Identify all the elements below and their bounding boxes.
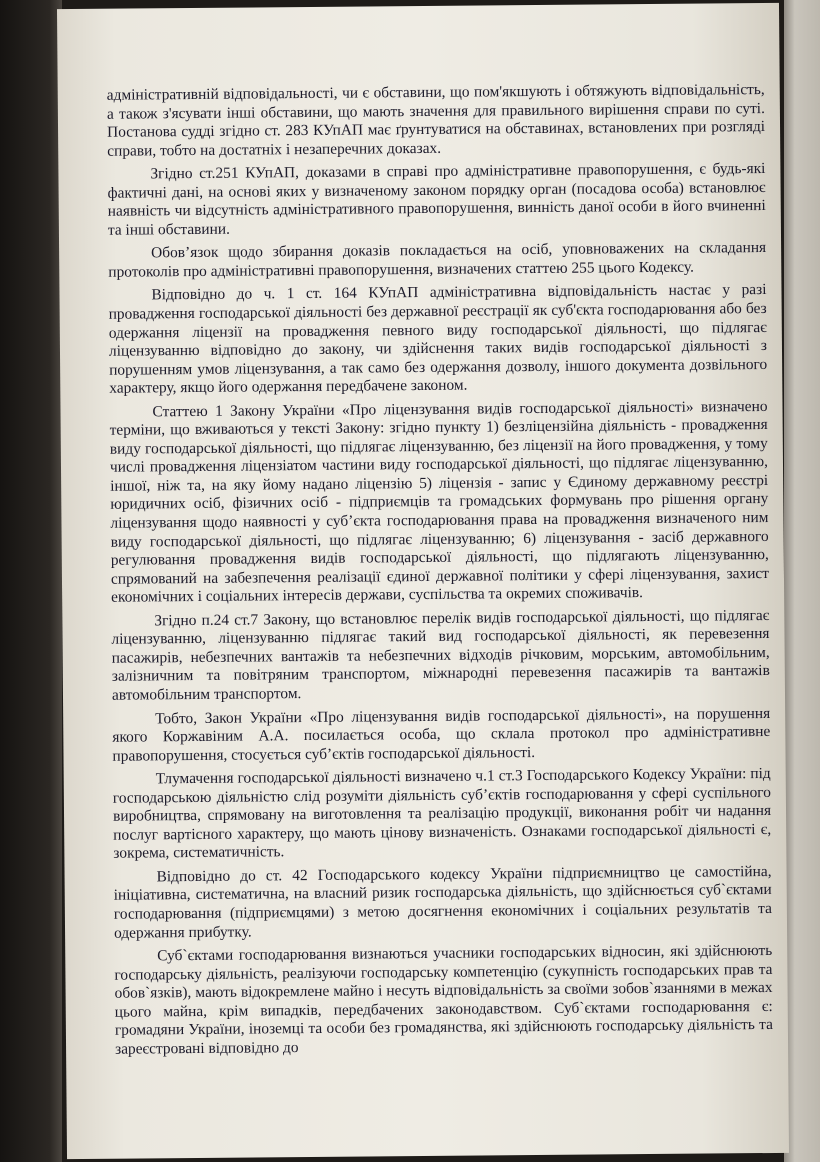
paragraph-8: Тлумачення господарської діяльності визначено ч.1 ст.3 Господарського Кодексу України: під господарською діяльністю слід розуміти діяльність суб’єктів господарювання у сфері суспільного виробництва, спрямовану на виготовлення та реалізацію продукції, виконання робіт чи надання послуг вартісного характеру, що мають цінову визначеність. Ознаками господарської діяльності є, зокрема, систематичність. bbox=[112, 765, 772, 863]
paragraph-1: адміністративній відповідальності, чи є обставини, що пом'якшують і обтяжують відповідальність, а також з'ясувати інші обставини, що мають значення для правильного вирішення справи по суті. Постанова судді згідно ст. 283 КУпАП має ґрунтуватися на обставинах, встановлених при розгляді справи, тобто на достатніх і незаперечних доказах. bbox=[106, 80, 766, 160]
paper-sheet bbox=[57, 3, 789, 1159]
paragraph-9: Відповідно до ст. 42 Господарського кодексу України підприємництво це самостійна, ініціативна, систематична, на власний ризик господарська діяльність, що здійснюється суб`єктами господарювання (підприємцями) з метою досягнення економічних і соціальних результатів та одержання прибутку. bbox=[113, 862, 772, 942]
paragraph-7: Тобто, Закон України «Про ліцензування видів господарської діяльності», на порушення якого Коржавіним А.А. посилається особа, що склала протокол про адміністративне правопорушення, стосується суб’єктів господарської діяльності. bbox=[112, 704, 771, 765]
paragraph-6: Згідно п.24 ст.7 Закону, що встановлює перелік видів господарської діяльності, що підлягає ліцензуванню, ліцензуванню підлягає такий вид господарської діяльності, як перевезення пасажирів, небезпечних вантажів та небезпечних відходів річковим, морським, автомобільним, залізничним та повітряним транспортом, міжнародні перевезення пасажирів та вантажів автомобільним транспортом. bbox=[111, 606, 770, 704]
paragraph-10: Суб`єктами господарювання визнаються учасники господарських відносин, які здійснюють господарську діяльність, реалізуючи господарську компетенцію (сукупність господарських прав та обов`язків), мають відокремлене майно і несуть відповідальність за своїми зобов`язаннями в межах цього майна, крім випадків, передбачених законодавством. Суб`єктами господарювання є: громадяни України, іноземці та особи без громадянства, які здійснюють господарську діяльність та зареєстровані відповідно до bbox=[114, 942, 773, 1058]
document-body bbox=[107, 81, 774, 1064]
paragraph-5: Статтею 1 Закону України «Про ліцензування видів господарської діяльності» визначено терміни, що вживаються у тексті Закону: згідно пункту 1) безліцензійна діяльність - провадження виду господарської діяльності, що підлягає ліцензуванню, без ліцензії на його провадження, у тому числі провадження ліцензіатом частини виду господарської діяльності, що підлягає ліцензуванню, іншої, ніж та, на яку йому надано ліцензію 5) ліцензія - запис у Єдиному державному реєстрі юридичних осіб, фізичних осіб - підприємців та громадських формувань про рішення органу ліцензування щодо наявності у суб’єкта господарювання права на провадження визначеного ним виду господарської діяльності, що підлягає ліцензуванню; 6) ліцензування - засіб державного регулювання провадження видів господарської діяльності, що підлягають ліцензуванню, спрямований на забезпечення реалізації єдиної державної політики у сфері ліцензування, захист економічних і соціальних інтересів держави, суспільства та окремих споживачів. bbox=[109, 397, 770, 606]
adjacent-page-edge bbox=[784, 0, 820, 1162]
paragraph-4: Відповідно до ч. 1 ст. 164 КУпАП адміністративна відповідальність настає у разі провадження господарської діяльності без державної реєстрації як суб'єкта господарювання або без одержання ліцензії на провадження певного виду господарської діяльності, що підлягає ліцензуванню відповідно до закону, чи здійснення таких видів господарської діяльності з порушенням умов ліцензування, а так само без одержання дозволу, іншого документа дозвільного характеру, якщо його одержання передбачене законом. bbox=[108, 281, 768, 397]
scan-left-edge bbox=[0, 0, 62, 1162]
paragraph-2: Згідно ст.251 КУпАП, доказами в справі про адміністративне правопорушення, є будь-які фактичні дані, на основі яких у визначеному законом порядку орган (посадова особа) встановлює наявність чи відсутність адміністративного правопорушення, винність даної особи в йогo вчиненні та інші обставини. bbox=[107, 160, 766, 239]
paragraph-3: Обов’язок щодо збирання доказів покладається на осіб, уповноважених на складання протоколів про адміністративні правопорушення, визначених статтею 255 цього Кодексу. bbox=[108, 239, 767, 281]
